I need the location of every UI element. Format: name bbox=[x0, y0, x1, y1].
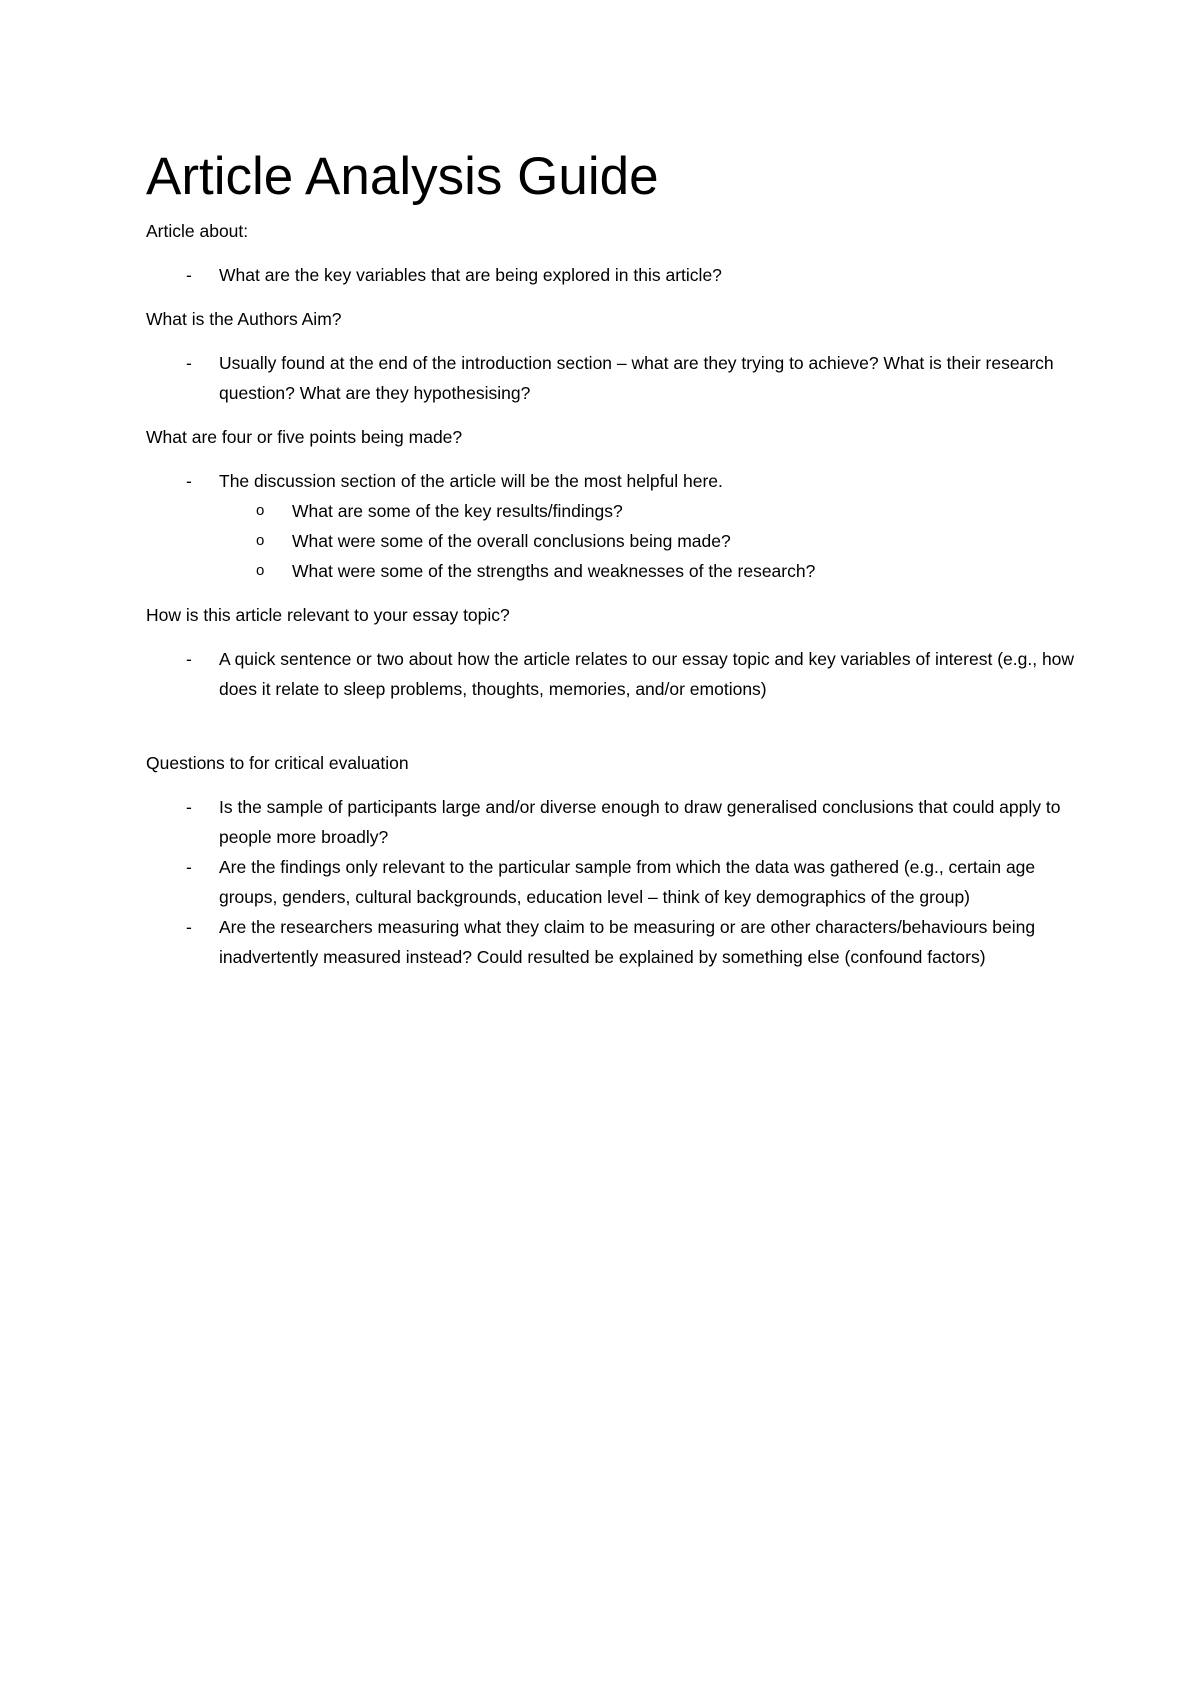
list-item-text: Are the findings only relevant to the particular sample from which the data was gathered (e.g., certain age groups, genders, cultural backgrounds, education level – think of key demographics of the group) bbox=[219, 857, 1036, 907]
list-item bbox=[146, 792, 1076, 852]
dash-bullet: - bbox=[186, 265, 192, 285]
circle-bullet: o bbox=[256, 532, 265, 549]
sub-list-item-text: What were some of the strengths and weaknesses of the research? bbox=[292, 561, 816, 581]
section-list-article-about bbox=[146, 260, 1076, 290]
section-list-points-made bbox=[146, 466, 1076, 586]
section-heading-relevance: How is this article relevant to your essay topic? bbox=[146, 605, 510, 625]
section-list-authors-aim bbox=[146, 348, 1076, 408]
dash-bullet: - bbox=[186, 797, 192, 817]
section-heading-critical-evaluation: Questions to for critical evaluation bbox=[146, 753, 409, 773]
section-heading-points-made: What are four or five points being made? bbox=[146, 427, 463, 447]
dash-bullet: - bbox=[186, 917, 192, 937]
list-item bbox=[146, 912, 1076, 972]
list-item-text: What are the key variables that are being explored in this article? bbox=[219, 265, 722, 285]
list-item-text: A quick sentence or two about how the article relates to our essay topic and key variables of interest (e.g., how does it relate to sleep problems, thoughts, memories, and/or emotions) bbox=[219, 649, 1075, 699]
dash-bullet: - bbox=[186, 353, 192, 373]
section-list-relevance bbox=[146, 644, 1076, 704]
circle-bullet: o bbox=[256, 562, 265, 579]
circle-bullet: o bbox=[256, 502, 265, 519]
document-page bbox=[146, 146, 1076, 972]
dash-bullet: - bbox=[186, 857, 192, 877]
sub-list-item-text: What are some of the key results/findings? bbox=[292, 501, 623, 521]
list-item bbox=[146, 466, 1076, 586]
section-list-critical-evaluation bbox=[146, 792, 1076, 972]
sub-list-item bbox=[219, 496, 1076, 526]
list-item bbox=[146, 260, 1076, 290]
section-heading-authors-aim: What is the Authors Aim? bbox=[146, 309, 342, 329]
sub-list bbox=[219, 496, 1076, 586]
list-item-text: Usually found at the end of the introduction section – what are they trying to achieve? What is their research question? What are they hypothesising? bbox=[219, 353, 1054, 403]
list-item bbox=[146, 348, 1076, 408]
section-heading-article-about: Article about: bbox=[146, 221, 249, 241]
document-title: Article Analysis Guide bbox=[146, 147, 659, 206]
sub-list-item bbox=[219, 526, 1076, 556]
list-item-text: Is the sample of participants large and/or diverse enough to draw generalised conclusions that could apply to people more broadly? bbox=[219, 797, 1061, 847]
list-item bbox=[146, 644, 1076, 704]
dash-bullet: - bbox=[186, 649, 192, 669]
list-item-text: Are the researchers measuring what they claim to be measuring or are other characters/behaviours being inadvertently measured instead? Could resulted be explained by something else (confound factors) bbox=[219, 917, 1036, 967]
dash-bullet: - bbox=[186, 471, 192, 491]
list-item-text: The discussion section of the article will be the most helpful here. bbox=[219, 471, 723, 491]
sub-list-item-text: What were some of the overall conclusions being made? bbox=[292, 531, 731, 551]
sub-list-item bbox=[219, 556, 1076, 586]
list-item bbox=[146, 852, 1076, 912]
